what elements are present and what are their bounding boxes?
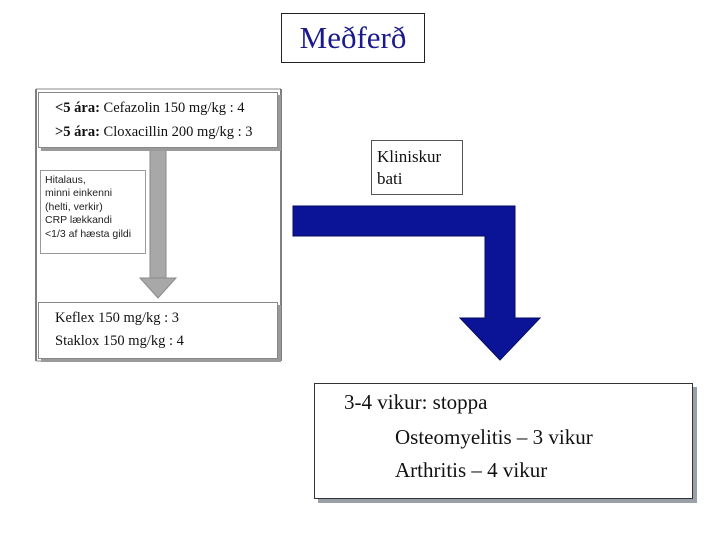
over-5-dose: Cloxacillin 200 mg/kg : 3 [99,124,253,140]
clinical-line-1: Kliniskur [377,147,442,166]
osteomyelitis-duration: Osteomyelitis – 3 vikur [395,425,593,449]
keflex-line: Keflex 150 mg/kg : 3 [55,310,180,326]
oral-treatment-box [38,302,278,359]
criteria-line: Hitalaus, [45,174,86,186]
criteria-line: (helti, verkir) [45,200,103,213]
under-5-dose: Cefazolin 150 mg/kg : 4 [99,100,245,116]
page-title: Meðferð [299,20,407,55]
under-5-label: <5 ára: [55,100,100,116]
criteria-line: CRP lækkandi [45,214,112,227]
bent-arrow [293,206,540,360]
staklox-line: Staklox 150 mg/kg : 4 [55,333,184,349]
under-5-line [55,96,277,120]
criteria-line: <1/3 af hæsta gildi [45,227,132,240]
duration-box [314,383,693,499]
duration-summary: 3-4 vikur: stoppa [344,390,488,414]
clinical-line-2: bati [377,169,403,188]
over-5-label: >5 ára: [55,124,100,140]
initial-treatment-box [38,92,278,148]
clinical-improvement-box [371,140,463,195]
arthritis-duration: Arthritis – 4 vikur [395,458,548,482]
over-5-line [55,120,277,144]
switch-criteria-box [40,170,146,254]
criteria-line: minni einkenni [45,187,113,200]
